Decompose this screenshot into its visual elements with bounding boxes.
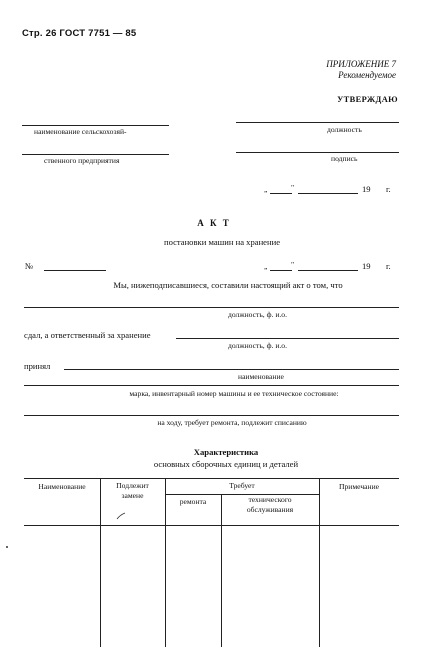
intro-text: Мы, нижеподписавшиеся, составили настоящий акт о том, что xyxy=(113,280,343,290)
approve-year-suffix: г. xyxy=(386,184,391,194)
table-title-line-2: основных сборочных единиц и деталей xyxy=(153,459,299,469)
machine-fill-line xyxy=(24,385,399,386)
appendix-title: ПРИЛОЖЕНИЕ 7 xyxy=(326,59,396,69)
table-col-divider-1 xyxy=(100,478,101,647)
col-header-requires: Требует xyxy=(229,481,255,490)
col-header-note: Примечание xyxy=(338,482,380,491)
table-title-line-1: Характеристика xyxy=(193,447,259,457)
appendix-subtitle: Рекомендуемое xyxy=(338,70,396,80)
act-year-suffix: г. xyxy=(386,261,391,271)
act-number-sign: № xyxy=(25,261,34,271)
state-fill-line xyxy=(24,415,399,416)
accepted-label: принял xyxy=(24,361,51,371)
act-month-line xyxy=(298,270,358,271)
caption-machine: марка, инвентарный номер машины и ее техническое состояние: xyxy=(129,389,339,398)
act-date-quote-close: " xyxy=(291,260,295,269)
table-requires-divider xyxy=(165,494,319,495)
col-header-maint-2: обслуживания xyxy=(246,505,294,514)
caption-name: наименование xyxy=(238,372,284,381)
approve-date-quote-close: " xyxy=(291,183,295,192)
signature-line xyxy=(236,152,399,153)
approve-month-line xyxy=(298,193,358,194)
table-col-divider-4 xyxy=(319,478,320,647)
accepted-fill-line xyxy=(64,369,399,370)
col-header-name: Наименование xyxy=(38,482,86,491)
table-top-border xyxy=(24,478,399,479)
act-date-quote-open: „ xyxy=(264,262,268,271)
handed-fill-line xyxy=(176,338,399,339)
org-name-line-1 xyxy=(22,125,169,126)
handed-label: сдал, а ответственный за хранение xyxy=(24,330,151,340)
col-header-maint-1: технического xyxy=(248,495,292,504)
approve-date-quote-open: „ xyxy=(264,185,268,194)
position-caption: должность xyxy=(327,125,362,134)
org-name-line-2 xyxy=(22,154,169,155)
table-col-divider-3 xyxy=(221,494,222,647)
page-header: Стр. 26 ГОСТ 7751 — 85 xyxy=(22,28,137,39)
intro-fill-line xyxy=(24,307,399,308)
approve-label: УТВЕРЖДАЮ xyxy=(337,95,398,104)
org-name-caption-2: ственного предприятия xyxy=(44,156,120,165)
act-subtitle: постановки машин на хранение xyxy=(163,237,281,247)
act-year: 19 xyxy=(362,261,371,271)
act-number-line xyxy=(44,270,106,271)
table-header-bottom xyxy=(24,525,399,526)
approve-year: 19 xyxy=(362,184,371,194)
caption-state: на ходу, требует ремонта, подлежит списанию xyxy=(157,418,307,427)
signature-caption: подпись xyxy=(331,154,358,163)
col-header-repair: ремонта xyxy=(179,497,207,506)
caption-position-name-1: должность, ф. и.о. xyxy=(228,310,287,319)
margin-dot xyxy=(6,546,8,548)
col-header-replace-2: замене xyxy=(121,491,144,500)
approve-day-line xyxy=(270,193,292,194)
col-header-replace-1: Подлежит xyxy=(116,481,149,490)
act-day-line xyxy=(270,270,292,271)
pen-mark xyxy=(116,512,126,520)
org-name-caption-1: наименование сельскохозяй- xyxy=(34,127,127,136)
position-line xyxy=(236,122,399,123)
act-title: А К Т xyxy=(197,218,231,228)
caption-position-name-2: должность, ф. и.о. xyxy=(228,341,287,350)
